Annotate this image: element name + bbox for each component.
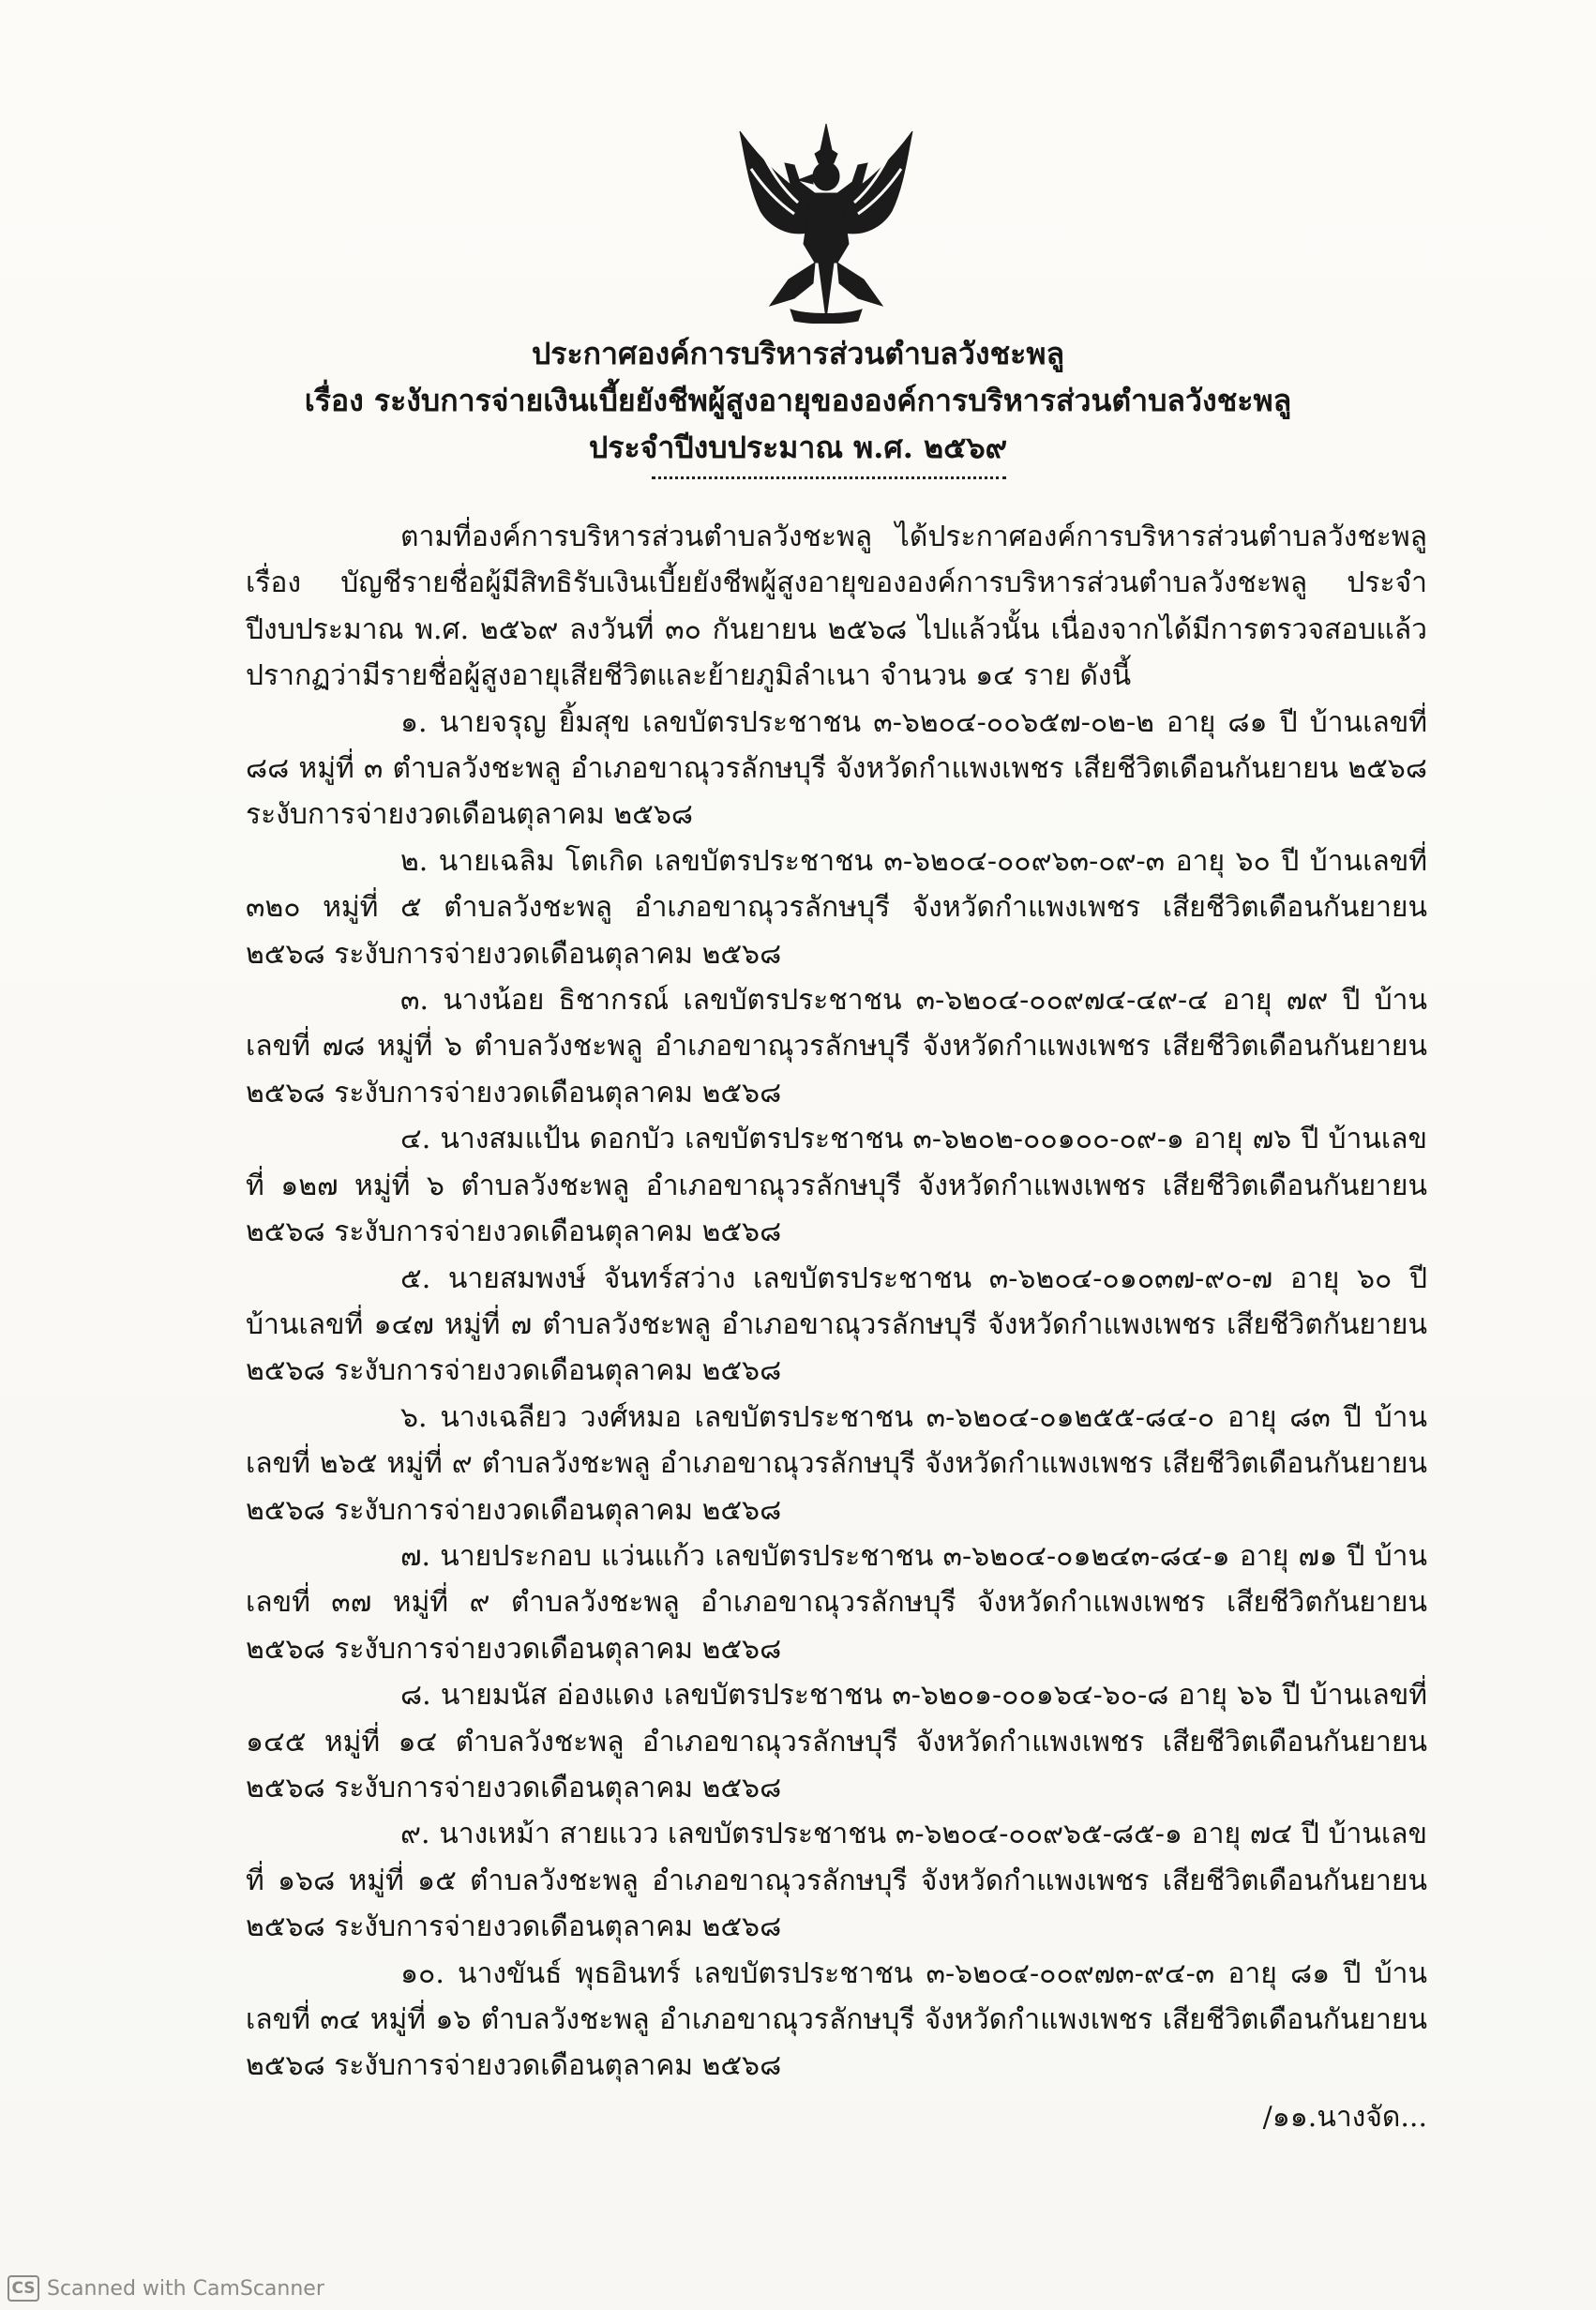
camscanner-logo-icon: CS	[8, 2275, 39, 2302]
list-item: ๙. นางเหม้า สายแวว เลขบัตรประชาชน ๓-๖๒๐๔-๐๐๙๖๕-๘๕-๑ อายุ ๗๔ ปี บ้านเลขที่ ๑๖๘ หมู่ที่ ๑๕ ตำบลวังชะพลู อำเภอขาณุวรลักษบุรี จังหวัดกำแพงเพชร เสียชีวิตเดือนกันยายน ๒๕๖๘ ระงับการจ่ายงวดเดือนตุลาคม ๒๕๖๘	[246, 1818, 1427, 1944]
announcement-body	[246, 514, 1427, 2090]
continued-marker: /๑๑.นางจัด...	[1262, 2101, 1427, 2134]
list-item: ๒. นายเฉลิม โตเกิด เลขบัตรประชาชน ๓-๖๒๐๔-๐๐๙๖๓-๐๙-๓ อายุ ๖๐ ปี บ้านเลขที่ ๓๒๐ หมู่ที่ ๕ ตำบลวังชะพลู อำเภอขาณุวรลักษบุรี จังหวัดกำแพงเพชร เสียชีวิตเดือนกันยายน ๒๕๖๘ ระงับการจ่ายงวดเดือนตุลาคม ๒๕๖๘	[246, 844, 1427, 971]
list-item: ๗. นายประกอบ แว่นแก้ว เลขบัตรประชาชน ๓-๖๒๐๔-๐๑๒๔๓-๘๔-๑ อายุ ๗๑ ปี บ้านเลขที่ ๓๗ หมู่ที่ ๙ ตำบลวังชะพลู อำเภอขาณุวรลักษบุรี จังหวัดกำแพงเพชร เสียชีวิตกันยายน ๒๕๖๘ ระงับการจ่ายงวดเดือนตุลาคม ๒๕๖๘	[246, 1539, 1427, 1666]
announcement-title: ประกาศองค์การบริหารส่วนตำบลวังชะพลู	[531, 336, 1065, 371]
fiscal-year: ประจำปีงบประมาณ พ.ศ. ๒๕๖๙	[588, 430, 1008, 465]
list-item: ๑๐. นางขันธ์ พุธอินทร์ เลขบัตรประชาชน ๓-๖๒๐๔-๐๐๙๗๓-๙๔-๓ อายุ ๘๑ ปี บ้านเลขที่ ๓๔ หมู่ที่ ๑๖ ตำบลวังชะพลู อำเภอขาณุวรลักษบุรี จังหวัดกำแพงเพชร เสียชีวิตเดือนกันยายน ๒๕๖๘ ระงับการจ่ายงวดเดือนตุลาคม ๒๕๖๘	[246, 1956, 1427, 2083]
announcement-subject: เรื่อง ระงับการจ่ายเงินเบี้ยยังชีพผู้สูงอายุขององค์การบริหารส่วนตำบลวังชะพลู	[304, 383, 1292, 418]
list-item: ๕. นายสมพงษ์ จันทร์สว่าง เลขบัตรประชาชน ๓-๖๒๐๔-๐๑๐๓๗-๙๐-๗ อายุ ๖๐ ปี บ้านเลขที่ ๑๔๗ หมู่ที่ ๗ ตำบลวังชะพลู อำเภอขาณุวรลักษบุรี จังหวัดกำแพงเพชร เสียชีวิตกันยายน ๒๕๖๘ ระงับการจ่ายงวดเดือนตุลาคม ๒๕๖๘	[246, 1261, 1427, 1388]
intro-paragraph: ตามที่องค์การบริหารส่วนตำบลวังชะพลู ได้ประกาศองค์การบริหารส่วนตำบลวังชะพลู เรื่อง บัญชีรายชื่อผู้มีสิทธิรับเงินเบี้ยยังชีพผู้สูงอายุขององค์การบริหารส่วนตำบลวังชะพลู ประจำปีงบประมาณ พ.ศ. ๒๕๖๙ ลงวันที่ ๓๐ กันยายน ๒๕๖๘ ไปแล้วนั้น เนื่องจากได้มีการตรวจสอบแล้ว ปรากฏว่ามีรายชื่อผู้สูงอายุเสียชีวิตและย้ายภูมิลำเนา จำนวน ๑๔ ราย ดังนี้	[246, 521, 1427, 693]
dotted-separator	[652, 476, 1006, 479]
list-item: ๖. นางเฉลียว วงศ์หมอ เลขบัตรประชาชน ๓-๖๒๐๔-๐๑๒๕๕-๘๔-๐ อายุ ๘๓ ปี บ้านเลขที่ ๒๖๕ หมู่ที่ ๙ ตำบลวังชะพลู อำเภอขาณุวรลักษบุรี จังหวัดกำแพงเพชร เสียชีวิตเดือนกันยายน ๒๕๖๘ ระงับการจ่ายงวดเดือนตุลาคม ๒๕๖๘	[246, 1400, 1427, 1527]
garuda-emblem-icon	[732, 122, 920, 324]
list-item: ๓. นางน้อย ธิชากรณ์ เลขบัตรประชาชน ๓-๖๒๐๔-๐๐๙๗๔-๔๙-๔ อายุ ๗๙ ปี บ้านเลขที่ ๗๘ หมู่ที่ ๖ ตำบลวังชะพลู อำเภอขาณุวรลักษบุรี จังหวัดกำแพงเพชร เสียชีวิตเดือนกันยายน ๒๕๖๘ ระงับการจ่ายงวดเดือนตุลาคม ๒๕๖๘	[246, 984, 1427, 1110]
list-item: ๘. นายมนัส อ่องแดง เลขบัตรประชาชน ๓-๖๒๐๑-๐๐๑๖๔-๖๐-๘ อายุ ๖๖ ปี บ้านเลขที่ ๑๔๕ หมู่ที่ ๑๔ ตำบลวังชะพลู อำเภอขาณุวรลักษบุรี จังหวัดกำแพงเพชร เสียชีวิตเดือนกันยายน ๒๕๖๘ ระงับการจ่ายงวดเดือนตุลาคม ๒๕๖๘	[246, 1679, 1427, 1804]
list-item: ๑. นายจรุญ ยิ้มสุข เลขบัตรประชาชน ๓-๖๒๐๔-๐๐๖๕๗-๐๒-๒ อายุ ๘๑ ปี บ้านเลขที่ ๘๘ หมู่ที่ ๓ ตำบลวังชะพลู อำเภอขาณุวรลักษบุรี จังหวัดกำแพงเพชร เสียชีวิตเดือนกันยายน ๒๕๖๘ ระงับการจ่ายงวดเดือนตุลาคม ๒๕๖๘	[246, 705, 1427, 832]
scanner-watermark: Scanned with CamScanner	[47, 2277, 324, 2301]
list-item: ๔. นางสมแป้น ดอกบัว เลขบัตรประชาชน ๓-๖๒๐๒-๐๐๑๐๐-๐๙-๑ อายุ ๗๖ ปี บ้านเลขที่ ๑๒๗ หมู่ที่ ๖ ตำบลวังชะพลู อำเภอขาณุวรลักษบุรี จังหวัดกำแพงเพชร เสียชีวิตเดือนกันยายน ๒๕๖๘ ระงับการจ่ายงวดเดือนตุลาคม ๒๕๖๘	[246, 1123, 1427, 1249]
